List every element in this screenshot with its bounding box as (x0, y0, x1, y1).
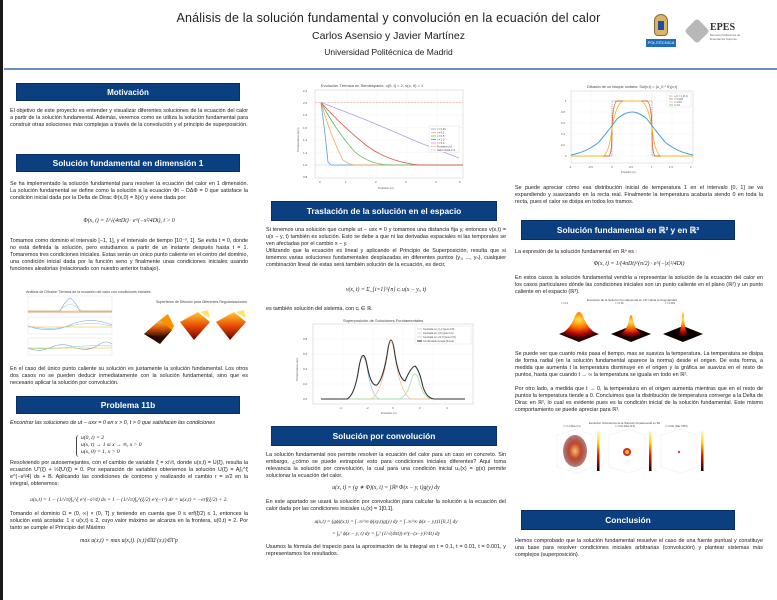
chart-superposicion-plot (293, 317, 478, 415)
epes-logo-label: EPES (710, 22, 736, 33)
dim1-domain-text: Tomamos como dominio el intervalo [−1, 1], y el intervalo de tiempo [10⁻³, 1]. Se evita t = 0, donde no está definida la solución, pero estudiamos a partir de un instante después hasta t = 1. Tomaremos tres condiciones iniciales. Estas serán un único punto caliente en el centro del dominio, una condición inicial dada por la función seno y finalmente unas condiciones iniciales usando funciones aleatorias (relacionado con nuestro anterior trabajo). (10, 238, 248, 273)
svg-text:1.0: 1.0 (303, 163, 308, 167)
svg-text:Centrada en y=1.5 (peso 0.5): Centrada en y=1.5 (peso 0.5) (423, 336, 456, 339)
convolucion-equation: u(x, t) = (g ∗ Φ)(x, t) = ∫ℝⁿ Φ(x − y, t)g(y) dy (332, 485, 440, 491)
section-header-dim1: Solución fundamental en dimensión 1 (16, 154, 240, 172)
section-header-traslacion: Traslación de la solución en el espacio (271, 201, 497, 221)
poster-affiliation: Universidad Politécnica de Madrid (324, 47, 453, 57)
section-header-convolucion: Solución por convolución (271, 426, 497, 446)
svg-text:0: 0 (319, 180, 321, 184)
figure-3d-panel-1: t = 0.1 (Max 0.1) (563, 425, 581, 428)
svg-text:3: 3 (405, 180, 407, 184)
figure-2d-surfaces (553, 298, 713, 344)
svg-text:Combinación Lineal (Suma): Combinación Lineal (Suma) (423, 340, 454, 343)
legend-t001: t = 0.01 (437, 128, 446, 131)
figure-3d-title: Evolución Volumétrica de la Solución Fundamental en 3D (589, 421, 661, 425)
svg-text:Temperatura u(x,t): Temperatura u(x,t) (296, 127, 300, 152)
svg-text:0: 0 (611, 165, 613, 169)
chart-superposicion-title: Superposición de Soluciones Fundamentales (343, 318, 424, 323)
svg-text:0.6: 0.6 (561, 121, 565, 125)
svg-text:5: 5 (459, 180, 461, 184)
chart-semiespacio-plot (293, 82, 473, 192)
svg-text:Centrada en y=0 (peso 1.2): Centrada en y=0 (peso 1.2) (423, 332, 454, 335)
svg-text:0.8: 0.8 (561, 110, 565, 114)
svg-text:-0.5: -0.5 (588, 165, 593, 169)
upm-seal-icon (654, 14, 668, 36)
svg-text:0: 0 (565, 154, 567, 158)
svg-text:u_0 = 1_[0,1]: u_0 = 1_[0,1] (674, 96, 688, 98)
svg-text:t = 0.1: t = 0.1 (674, 105, 681, 107)
poster-title: Análisis de la solución fundamental y convolución en la ecuación del calor (176, 11, 601, 25)
figure-1d-title: Análisis de Difusión Térmica de la ecuación del calor con condiciones iniciales (26, 290, 151, 294)
section-header-problema: Problema 11b (16, 396, 240, 414)
svg-text:t = 1.0: t = 1.0 (437, 138, 445, 142)
convolucion-equation-2a: u(x,t) = (gϕ)(x,t) = ∫₋∞^∞ ϕ(xy,t)g(y) dy = ∫₋∞^∞ ϕ(x − y,t)1[0,1] dy (314, 519, 458, 525)
svg-text:2.0: 2.0 (303, 101, 308, 105)
svg-text:1.8: 1.8 (303, 113, 308, 117)
svg-text:-2: -2 (366, 406, 369, 410)
svg-text:Posición (x): Posición (x) (621, 170, 636, 174)
traslacion-text-3: es también solución del sistema, con cᵢ ∈ ℝ. (266, 306, 373, 312)
section-header-conclusion: Conclusión (521, 510, 735, 530)
figure-regularization-surfaces (138, 300, 250, 350)
svg-text:0.2: 0.2 (561, 143, 565, 147)
header-divider (4, 68, 777, 70)
chart-semiespacio-xlabel: Posición (x) (378, 186, 394, 190)
section-header-dim23: Solución fundamental en ℝ² y en ℝ³ (521, 220, 735, 240)
svg-text:-4: -4 (339, 406, 342, 410)
svg-text:1.6: 1.6 (303, 126, 308, 130)
svg-text:1: 1 (565, 99, 567, 103)
svg-text:4: 4 (435, 180, 437, 184)
svg-text:Valor inicial u=1: Valor inicial u=1 (437, 149, 456, 152)
svg-text:4: 4 (446, 406, 448, 410)
svg-text:0: 0 (392, 406, 394, 410)
figure-2d-title: Evolución de la Solución Fundamental en 2D: Hacia la Singularidad (587, 298, 677, 302)
figure-2d-panel-2: t = 0.01 (615, 302, 624, 305)
svg-text:t = 5.0: t = 5.0 (437, 142, 445, 145)
convolucion-equation-2b: = ∫₀¹ ϕ(x − y, t) dy = ∫₀¹ (1/√(4πt)) e^(−(x−y)²/4t) dy (332, 531, 440, 537)
dim23-limit-text: Por otro lado, a medida que t → 0, la temperatura en el origen aumenta mientras que en el resto de puntos la temperatura tiende a 0. Concluimos que la distribución de temperatura converge a la Delta de Dirac en ℝ², lo cual es evidente pues es la condición inicial de la solución fundamental. Este mismo comportamiento se puede apreciar para ℝ³. (515, 386, 763, 414)
svg-text:t = 0.001: t = 0.001 (674, 99, 684, 101)
figure-surfaces-title: Superficies de Difusión para Diferentes Regularizaciones (156, 300, 247, 304)
conclusion-text: Hemos comprobado que la solución fundamental resuelve el caso de una fuente puntual y constituye una base para resolver condiciones iniciales arbitrarias (convolución) y plantear sistemas más complejos (superposición). (515, 538, 763, 559)
figure-1d-diffusion (20, 290, 151, 360)
traslacion-text-1: Si tenemos una solución que cumple ut − uxx = 0 y tomamos una distancia fija y, entonces v(x,t) = u(x − y, t) también es solución. Esto se debe a que ni las derivadas espaciales ni las temporales se ven afectadas por el cambio x − y. (266, 227, 506, 248)
svg-text:-1: -1 (569, 165, 572, 169)
svg-text:0.5: 0.5 (629, 165, 633, 169)
figure-3d-panel-2: t = 0.01 (Max 22.4) (615, 425, 636, 428)
problema-solution-equation: u(x,t) = 1 − (1/√π)∫₀^ξ e^(−s²/4) ds = 1 − (1/√π)∫₀^(ξ/2) e^(−r²) dr = u(x,t) = −erf(ξ/2) + 2. (30, 497, 228, 503)
figure-2d-plots (553, 298, 713, 344)
svg-text:Frontera u=2: Frontera u=2 (437, 145, 452, 149)
dim23-intro-text: La expresión de la solución fundamental en ℝⁿ es : (515, 249, 637, 255)
svg-text:Centrada en y=-2 (peso 0.8): Centrada en y=-2 (peso 0.8) (423, 328, 455, 331)
convolucion-text-1: La solución fundamental nos permite resolver la ecuación del calor para un caso en concreto. Sin embargo, ¿cómo se puede extrapolar esto para condiciones iniciales diferentes? Aquí toma relevancia la solución por convolución, la cual para una condición inicial u₀(x) = g(x) permite solucionar la ecuación del calor. (266, 452, 506, 480)
problema-bounds-text: Tomando el dominio Ω = (0, ∞) × (0, T] y teniendo en cuenta que 0 ≤ erf(ξ/2) ≤ 1, entonces la solución está acotada: 1 ≤ u(x,t) ≤ 2, cuyo valor máximo se alcanza en la frontera, u(0,t) = 2. Por tanto se cumple el Principio del Máximo (10, 511, 248, 532)
dim23-time-text: Se puede ver que cuanto más pasa el tiempo, mas se suaviza la temperatura. La temperatura se disipa de forma radial (en la solución fundamental aparece la norma) desde el origen. De esta forma, a medida que aumenta t la temperatura disminuye en el origen y la gráfica se suaviza en el resto de puntos, hasta que cuando t → ∞ la temperatura se iguala en todo en ℝ². (515, 351, 763, 379)
svg-text:1.4: 1.4 (303, 138, 308, 142)
traslacion-text-2: Utilizando que la ecuación es lineal y aplicando el Principio de Superposición, resulta que si tenemos varias soluciones fundamentales desplazadas en diferentes puntos (y₁, ..., yₙ), cualquier combinación lineal de estas será también solución de la ecuación, es decir, (266, 248, 506, 269)
convolucion-text-2: En este apartado se usará la solución por convolución para calcular la solución a la ecuación del calor dada por las condiciones iniciales u₀(x) = 1[0,1]. (266, 499, 506, 513)
svg-text:t = 0.5: t = 0.5 (437, 135, 445, 138)
svg-text:1.5: 1.5 (669, 165, 673, 169)
upm-logo-label: POLITÉCNICA (647, 40, 675, 45)
dim1-conclusion-text: En el caso del único punto caliente su solución es justamente la solución fundamental. Los otros dos casos no se pueden deducir inmediatamente con la solución fundamental, sino que es necesario aplicar la solución por convolución. (10, 366, 248, 387)
svg-text:0.0: 0.0 (303, 397, 308, 401)
window-edge (0, 0, 3, 600)
svg-text:1: 1 (651, 165, 653, 169)
figure-3d-panel-3: t = 0.001 (Max 708.6) (665, 425, 688, 428)
dim1-intro-text: Se ha implementado la solución fundamental para resolver la ecuación del calor en 1 dimensión. La solución fundamental se define como la solución a la ecuación Φt − DΔΦ = 0 que satisface la condición inicial dada por la Delta de Dirac Φ(x,0) = δ(x) y viene dada por: (10, 181, 248, 202)
problema-method-text: Resolviendo por autosemejantes, con el cambio de variable ξ = x/√t, donde u(x,t) = U(ξ), resulta la ecuación U″(ξ) + ½ξU′(ξ) = 0. Por separación de variables obtenemos la solución U(ξ) = A∫₀^ξ e^(−s²/4) ds + B. Aplicando las condiciones de contorno y realizando el cambio r = s/2 en la integral, obtenemos: (10, 460, 248, 488)
dim1-equation: Φ(x, t) = 1/√(4πDt) · e^(−x²/4Dt), t > 0 (83, 218, 175, 224)
bloque-description-text: Se puede apreciar cómo esa distribución inicial de temperatura 1 en el intervalo [0, 1] se va expandiendo y suavizando en la recta real. Finalmente la temperatura acabaría siendo 0 en toda la recta, pues el calor se disipa en todos los tramos. (515, 185, 763, 206)
figure-2d-panel-3: t = 0.001 (665, 302, 676, 305)
problema-statement: Encontrar las soluciones de ut − uxx = 0 en x > 0, t > 0 que satisfacen las condiciones (10, 420, 215, 426)
svg-text:t = 0.1: t = 0.1 (437, 131, 445, 135)
svg-text:0.6: 0.6 (303, 352, 308, 356)
figure-1d-plots (20, 290, 120, 360)
svg-text:2: 2 (419, 406, 421, 410)
figure-surfaces (138, 300, 250, 350)
epes-gear-icon (684, 18, 709, 43)
chart-semiespacio-title: Evolución Térmica en Semiespacio: u(0, t) = 2, u(x, 0) = 1 (321, 83, 424, 88)
chart-bloque-title: Difusión de un bloque unitario: Sol(x,t) = (u_0 * K)(x,t) (587, 85, 678, 89)
dim23-equation: Φ(x, t) = 1/(4πDt)^(n/2) · e^(−|x|²/4Dt) (593, 261, 685, 267)
figure-3d-volumes (553, 421, 713, 477)
epes-logo-subtitle: Escuela Politécnica de Enseñanza Superior (710, 33, 741, 41)
upm-logo (646, 14, 676, 52)
figure-2d-panel-1: t = 0.1 (561, 302, 569, 305)
problema-maximum-principle-equation: max u(x,t) = max u(x,t). (x,t)∈Ω̄ (x,t)∈Γp (80, 538, 178, 544)
svg-text:t = 0.01: t = 0.01 (674, 102, 682, 104)
chart-superposicion (293, 317, 478, 415)
svg-text:0.8: 0.8 (303, 337, 308, 341)
dim23-cases-text: En estos casos la solución fundamental vendría a representar la solución de la ecuación del calor en los casos particulares dónde las condiciones iniciales son un punto caliente en el plano (ℝ²) y un punto caliente en el espacio (ℝ³). (515, 275, 763, 296)
svg-text:0.4: 0.4 (561, 132, 565, 136)
section-header-motivacion: Motivación (16, 83, 240, 101)
svg-text:0.2: 0.2 (303, 382, 308, 386)
svg-text:2: 2 (690, 165, 692, 169)
condition-3: u(x, 0) = 1, x > 0 (81, 449, 120, 456)
chart-semiespacio (293, 82, 473, 192)
figure-3d-plots (553, 421, 713, 477)
svg-text:2: 2 (375, 180, 377, 184)
svg-text:1.2: 1.2 (303, 151, 308, 155)
condition-2: u(x, t) → 1 si x → ∞, x > 0 (81, 442, 142, 449)
chart-bloque-plot (557, 84, 697, 174)
traslacion-superposition-equation: v(x, t) = Σ_{i=1}^{n} cᵢ u(x − yᵢ, t) (345, 287, 427, 293)
svg-text:1: 1 (345, 180, 347, 184)
epes-logo (688, 20, 748, 44)
svg-text:Temperatura u(x): Temperatura u(x) (295, 358, 299, 381)
chart-bloque-unitario (557, 84, 697, 174)
condition-1: u(0, t) = 2 (81, 435, 105, 441)
svg-text:2.2: 2.2 (303, 89, 308, 93)
poster-authors: Carlos Asensio y Javier Martínez (312, 30, 465, 42)
svg-text:Posición (x): Posición (x) (381, 411, 397, 415)
svg-text:0.8: 0.8 (303, 175, 308, 179)
motivacion-text: El objetivo de este proyecto es entender y visualizar diferentes soluciones de la ecuación del calor a partir de la solución fundamental. Además, veremos como se utiliza la solución fundamental para construir otras soluciones más complejas a través de la convolución y el principio de superposición. (10, 108, 248, 129)
problema-conditions (76, 435, 226, 457)
poster-header (0, 0, 777, 66)
svg-text:0.4: 0.4 (303, 367, 308, 371)
convolucion-text-3: Usamos la fórmula del trapecio para la aproximación de la integral en t = 0.1, t = 0.01, t = 0.001, y representamos los resultados. (266, 544, 506, 558)
